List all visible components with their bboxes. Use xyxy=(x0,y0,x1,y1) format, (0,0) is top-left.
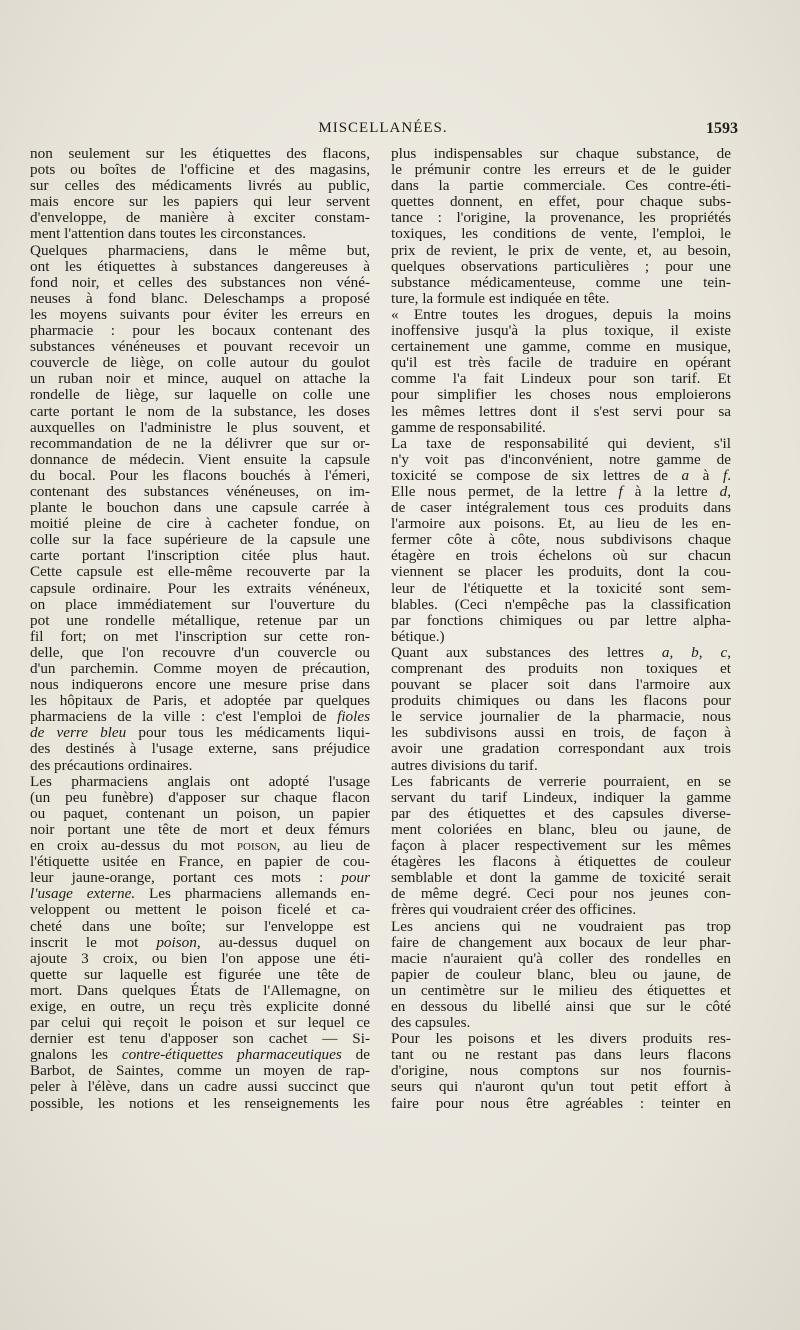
text-span: prix de revient, le prix de vente, et, au besoin, xyxy=(391,241,731,259)
text-line xyxy=(391,999,731,1015)
text-line xyxy=(391,178,731,194)
left-column xyxy=(30,146,370,1112)
text-span: étagère en trois échelons où sur chacun xyxy=(391,547,731,565)
text-line xyxy=(30,291,370,307)
text-span: pouvant se placer soit dans l'armoire aux xyxy=(391,676,731,694)
text-span: capsule ordinaire. Pour les extraits vénéneux, xyxy=(30,579,370,597)
text-line xyxy=(30,339,370,355)
text-span: comprenant des produits non toxiques et xyxy=(391,660,731,677)
text-span: gnalons les xyxy=(30,1046,122,1064)
text-line xyxy=(30,516,370,532)
text-span: à xyxy=(689,466,723,484)
text-line xyxy=(391,307,731,323)
text-line xyxy=(30,902,370,918)
text-line xyxy=(30,210,370,226)
text-span: certainement une gamme, comme en musique, xyxy=(391,338,731,356)
text-span: pharmaciens de la ville : c'est l'emploi de xyxy=(30,708,338,726)
text-span: Quant aux substances des lettres xyxy=(391,643,662,661)
text-span: des destinés à l'usage externe, sans préjudice xyxy=(30,740,370,758)
text-span: plante le bouchon dans une capsule carrée à xyxy=(30,499,370,517)
text-line xyxy=(391,226,731,242)
text-span: donnance de médecin. Vient ensuite la capsule xyxy=(30,450,370,468)
text-line xyxy=(30,564,370,580)
text-line xyxy=(30,935,370,951)
italic-span: fioles xyxy=(337,708,370,726)
text-line xyxy=(391,1079,731,1095)
text-span: produits chimiques ou dans les flacons pour xyxy=(391,692,731,710)
text-line xyxy=(391,339,731,355)
text-span: inscrit le mot xyxy=(30,933,157,951)
text-line xyxy=(30,661,370,677)
italic-span: a, b, c xyxy=(661,643,728,661)
text-line xyxy=(30,677,370,693)
text-span: noir portant une tête de mort et deux fémurs xyxy=(30,820,370,838)
text-span: ment l'attention dans toutes les circonstances. xyxy=(30,225,307,243)
text-line xyxy=(30,371,370,387)
text-span: Barbot, de Saintes, comme un moyen de rap- xyxy=(30,1062,370,1080)
text-line xyxy=(30,532,370,548)
text-line xyxy=(391,564,731,580)
text-span: mort. Dans quelques États de l'Allemagne, on xyxy=(30,981,370,999)
italic-span: d xyxy=(719,482,728,500)
text-line xyxy=(30,178,370,194)
italic-span: poison xyxy=(156,933,197,951)
text-span: quettes donnent, en effet, pour chaque subs- xyxy=(391,193,731,211)
text-span: ou paquet, contenant un poison, un papier xyxy=(30,804,370,822)
text-span: par fonctions chimiques ou par lettre alpha- xyxy=(391,611,731,629)
text-line xyxy=(30,886,370,902)
italic-span: pour xyxy=(341,869,370,887)
text-span: des précautions ordinaires. xyxy=(30,756,193,774)
text-line xyxy=(391,597,731,613)
text-line xyxy=(30,999,370,1015)
text-span: seurs qui n'auront qu'un tout petit effort à xyxy=(391,1078,731,1096)
text-line xyxy=(30,597,370,613)
text-span: fil fort; on met l'inscription sur cette ron- xyxy=(30,627,370,645)
text-span: des capsules. xyxy=(391,1014,471,1032)
text-line xyxy=(30,468,370,484)
text-span: semblable et dont la gamme de toxicité serait xyxy=(391,869,731,887)
text-span: , xyxy=(727,482,731,500)
text-line xyxy=(391,259,731,275)
text-line xyxy=(30,790,370,806)
text-line xyxy=(30,725,370,741)
text-span: couvercle de liège, on colle autour du goulot xyxy=(30,354,370,372)
text-span: d'enveloppe, de manière à exciter constam- xyxy=(30,209,370,227)
text-span: ture, la formule est indiquée en tête. xyxy=(391,289,610,307)
text-line xyxy=(30,259,370,275)
text-line xyxy=(391,194,731,210)
text-span: leur jaune-orange, portant ces mots : xyxy=(30,869,342,887)
text-span: pour simplifier les choses nous emploierons xyxy=(391,386,731,404)
text-span: blables. (Ceci n'empêche pas la classification xyxy=(391,595,731,613)
text-span: Cette capsule est elle-même recouverte par la xyxy=(30,563,370,581)
text-line xyxy=(391,870,731,886)
text-span: un ruban noir et mince, auquel on attache la xyxy=(30,370,370,388)
text-line xyxy=(30,194,370,210)
text-span: inoffensive jusqu'à la plus toxique, il existe xyxy=(391,322,731,340)
text-span: les moyens suivants pour éviter les erreurs en xyxy=(30,305,370,323)
text-span: les hôpitaux de Paris, et adoptée par quelques xyxy=(30,692,370,710)
text-line xyxy=(391,902,731,918)
text-line xyxy=(30,226,370,242)
text-span: « Entre toutes les drogues, depuis la moins xyxy=(391,305,731,323)
text-span: substances vénéneuses et pouvant recevoir un xyxy=(30,338,370,356)
text-span: exige, en outre, un reçu très explicite donné xyxy=(30,997,370,1015)
text-span: d'un parchemin. Comme moyen de précaution, xyxy=(30,660,370,677)
text-line xyxy=(30,1096,370,1112)
text-span: nous indiquerons encore une mesure prise dans xyxy=(30,676,370,694)
text-line xyxy=(30,951,370,967)
text-span: quette sur laquelle est figurée une tête de xyxy=(30,965,370,983)
text-span: gamme de responsabilité. xyxy=(391,418,546,436)
text-line xyxy=(30,709,370,725)
text-line xyxy=(391,404,731,420)
italic-span: l'usage externe. xyxy=(30,885,136,903)
text-span: Les fabricants de verrerie pourraient, en se xyxy=(391,772,731,790)
text-line xyxy=(391,774,731,790)
text-line xyxy=(391,581,731,597)
text-span: Pour les poisons et les divers produits res- xyxy=(391,1030,731,1048)
text-line xyxy=(30,275,370,291)
text-span: Elle nous permet, de la lettre xyxy=(391,482,619,500)
text-span: faire pour nous être agréables : teinter en xyxy=(391,1094,731,1112)
text-line xyxy=(30,420,370,436)
text-span: rondelle de liège, sur laquelle on colle une xyxy=(30,386,370,404)
text-line xyxy=(391,387,731,403)
text-line xyxy=(30,741,370,757)
text-span: sur celles des médicaments livrés au public, xyxy=(30,177,370,195)
text-line xyxy=(391,323,731,339)
text-line xyxy=(391,790,731,806)
text-span: d'origine, nous comptons sur nos fournis- xyxy=(391,1062,731,1080)
text-span: toxiques, les conditions de vente, l'emploi, le xyxy=(391,225,731,243)
text-span: en croix au-dessus du mot xyxy=(30,837,237,855)
text-line xyxy=(391,1063,731,1079)
text-span: bétique.) xyxy=(391,627,445,645)
text-line xyxy=(391,629,731,645)
italic-span: a xyxy=(681,466,690,484)
text-span: fond noir, et celles des substances non véné- xyxy=(30,273,370,291)
italic-span: de verre bleu xyxy=(30,724,127,742)
text-span: autres divisions du tarif. xyxy=(391,756,538,774)
page-number: 1593 xyxy=(706,120,738,137)
text-span: moitié pleine de cire à cacheter fondue, on xyxy=(30,515,370,533)
text-line xyxy=(30,613,370,629)
text-span: pharmacie : pour les bocaux contenant des xyxy=(30,322,370,340)
text-line xyxy=(30,693,370,709)
text-line xyxy=(30,838,370,854)
text-line xyxy=(391,935,731,951)
text-line xyxy=(391,420,731,436)
text-line xyxy=(30,629,370,645)
text-line xyxy=(391,1096,731,1112)
text-span: ment coloriées en blanc, bleu ou jaune, de xyxy=(391,820,731,838)
text-span: le service journalier de la pharmacie, nous xyxy=(391,708,731,726)
text-line xyxy=(391,146,731,162)
text-span: à la lettre xyxy=(622,482,720,500)
text-span: quelques observations particulières ; pour une xyxy=(391,257,731,275)
text-line xyxy=(30,1079,370,1095)
text-line xyxy=(30,806,370,822)
text-line xyxy=(391,516,731,532)
text-span: carte portant le nom de la substance, les doses xyxy=(30,402,370,420)
text-span: n'y voit pas d'inconvénient, notre gamme de xyxy=(391,450,731,468)
text-line xyxy=(391,661,731,677)
text-line xyxy=(30,1047,370,1063)
text-span: avoir une gradation correspondant aux trois xyxy=(391,740,731,758)
text-line xyxy=(391,548,731,564)
text-line xyxy=(391,243,731,259)
text-line xyxy=(391,210,731,226)
text-span: (un peu funèbre) d'apposer sur chaque flacon xyxy=(30,788,370,806)
text-span: de xyxy=(341,1046,370,1064)
text-span: frères qui voudraient créer des officines. xyxy=(391,901,637,919)
text-line xyxy=(391,951,731,967)
text-line xyxy=(391,822,731,838)
text-span: peler à l'élève, dans un cadre aussi succinct que xyxy=(30,1078,370,1096)
text-span: l'étiquette usitée en France, en papier de cou- xyxy=(30,853,370,871)
text-span: mais encore sur les papiers qui leur servent xyxy=(30,193,370,211)
text-span: cheté dans une boîte; sur l'enveloppe est xyxy=(30,917,370,935)
text-line xyxy=(391,371,731,387)
text-span: colle sur la face supérieure de la capsule une xyxy=(30,531,370,549)
text-line xyxy=(30,243,370,259)
text-line xyxy=(30,1031,370,1047)
text-line xyxy=(391,355,731,371)
text-line xyxy=(391,838,731,854)
right-column xyxy=(391,146,731,1112)
text-line xyxy=(30,323,370,339)
text-span: par celui qui reçoit le poison et sur lequel ce xyxy=(30,1014,370,1032)
text-line xyxy=(391,886,731,902)
text-span: leur de l'étiquette et la toxicité sont sem- xyxy=(391,579,731,597)
text-span: carte portant l'inscription citée plus haut. xyxy=(30,547,370,565)
text-span: neuses à fond blanc. Deleschamps a proposé xyxy=(30,289,370,307)
text-line xyxy=(30,758,370,774)
text-line xyxy=(391,500,731,516)
text-span: du bocal. Pour les flacons bouchés à l'émeri, xyxy=(30,466,370,484)
text-line xyxy=(391,532,731,548)
text-span: contenant des substances vénéneuses, on im- xyxy=(30,482,370,500)
text-span: veloppent ou mettent le poison ficelé et ca- xyxy=(30,901,370,919)
text-span: le prémunir contre les erreurs et de le guider xyxy=(391,161,731,179)
text-span: viennent se placer les produits, dont la cou- xyxy=(391,563,731,581)
text-span: par des étiquettes et des capsules diverse- xyxy=(391,804,731,822)
text-line xyxy=(391,1031,731,1047)
text-span: en dessous du libellé ainsi que sur le côté xyxy=(391,997,731,1015)
text-span: Les anciens qui ne voudraient pas trop xyxy=(391,917,731,935)
text-span: papier de couleur blanc, bleu ou jaune, de xyxy=(391,965,731,983)
text-line xyxy=(391,291,731,307)
text-span: façon à placer respectivement sur les mêmes xyxy=(391,837,731,855)
text-span: , au-dessus duquel on xyxy=(196,933,370,951)
text-span: toxicité se compose de six lettres de xyxy=(391,466,682,484)
text-line xyxy=(391,854,731,870)
text-line xyxy=(391,436,731,452)
text-line xyxy=(30,581,370,597)
text-line xyxy=(30,774,370,790)
text-line xyxy=(30,146,370,162)
text-line xyxy=(30,1063,370,1079)
text-line xyxy=(30,436,370,452)
text-line xyxy=(30,500,370,516)
text-line xyxy=(391,645,731,661)
text-span: pot une rondelle métallique, retenue par un xyxy=(30,611,370,629)
text-line xyxy=(391,452,731,468)
small-caps-span: poison xyxy=(236,837,277,855)
text-line xyxy=(30,162,370,178)
italic-span: f xyxy=(618,482,623,500)
running-title: MISCELLANÉES. xyxy=(318,120,448,136)
text-line xyxy=(30,1015,370,1031)
text-line xyxy=(391,725,731,741)
text-span: tance : l'origine, la provenance, les propriétés xyxy=(391,209,731,227)
text-span: de caser intégralement tous ces produits dans xyxy=(391,499,731,517)
text-span: les subdivisons aussi en trois, de façon à xyxy=(391,724,731,742)
text-span: delle, que l'on recouvre d'un couvercle ou xyxy=(30,643,370,661)
text-line xyxy=(30,404,370,420)
text-span: , au lieu de xyxy=(276,837,370,855)
text-span: , xyxy=(727,643,731,661)
text-span: pots ou boîtes de l'officine et des magasins, xyxy=(30,161,370,179)
italic-span: f xyxy=(722,466,728,484)
text-line xyxy=(30,484,370,500)
text-span: les mêmes lettres dont il s'est servi pour sa xyxy=(391,402,731,420)
text-line xyxy=(30,355,370,371)
text-line xyxy=(391,709,731,725)
text-span: l'armoire aux poisons. Et, au lieu de les en- xyxy=(391,515,731,533)
text-line xyxy=(391,468,731,484)
text-line xyxy=(391,919,731,935)
text-line xyxy=(391,758,731,774)
text-span: auxquelles on l'administre le plus souvent, et xyxy=(30,418,370,436)
text-span: La taxe de responsabilité qui devient, s'il xyxy=(391,434,731,452)
text-line xyxy=(30,307,370,323)
text-span: non seulement sur les étiquettes des flacons, xyxy=(30,145,370,162)
text-line xyxy=(391,967,731,983)
text-span: macie n'auraient qu'à coller des rondelles en xyxy=(391,949,731,967)
text-line xyxy=(391,613,731,629)
text-line xyxy=(30,983,370,999)
text-span: ajoute 3 croix, ou bien l'on appose une éti- xyxy=(30,949,370,967)
text-line xyxy=(30,822,370,838)
text-span: tant ou ne restant pas dans leurs flacons xyxy=(391,1046,731,1064)
text-span: . xyxy=(727,466,731,484)
text-span: recommandation de ne la délivrer que sur or- xyxy=(30,434,370,452)
text-span: faire de changement aux bocaux de leur phar- xyxy=(391,933,731,951)
text-line xyxy=(391,162,731,178)
text-span: dans la partie commerciale. Ces contre-éti- xyxy=(391,177,731,195)
text-span: plus indispensables sur chaque substance, de xyxy=(391,145,731,162)
text-line xyxy=(30,452,370,468)
text-span: fermer côte à côte, nous subdivisons chaque xyxy=(391,531,731,549)
text-line xyxy=(391,983,731,999)
text-line xyxy=(30,870,370,886)
text-span: de même degré. Ceci pour nos jeunes con- xyxy=(391,885,731,903)
text-line xyxy=(391,806,731,822)
text-span: possible, les notions et les renseignements les xyxy=(30,1094,370,1112)
text-line xyxy=(30,967,370,983)
text-span: substance médicamenteuse, comme une tein- xyxy=(391,273,731,291)
text-span: ont les étiquettes à substances dangereuses à xyxy=(30,257,370,275)
text-line xyxy=(30,919,370,935)
text-line xyxy=(391,275,731,291)
italic-span: contre-étiquettes pharmaceutiques xyxy=(121,1046,342,1064)
text-span: Les pharmaciens allemands en- xyxy=(135,885,371,903)
text-span: Quelques pharmaciens, dans le même but, xyxy=(30,241,370,259)
text-line xyxy=(391,741,731,757)
text-line xyxy=(30,854,370,870)
text-line xyxy=(391,677,731,693)
text-span: dernier est tenu d'apposer son cachet — Si- xyxy=(30,1030,370,1048)
text-line xyxy=(391,1015,731,1031)
text-line xyxy=(391,1047,731,1063)
text-span: qu'il est très facile de traduire en opérant xyxy=(391,354,731,372)
text-span: étagères les flacons à étiquettes de couleur xyxy=(391,853,731,871)
text-span: un centimètre sur le milieu des étiquettes et xyxy=(391,981,731,999)
text-line xyxy=(391,484,731,500)
text-line xyxy=(30,548,370,564)
text-span: Les pharmaciens anglais ont adopté l'usage xyxy=(30,772,370,790)
text-span: pour tous les médicaments liqui- xyxy=(126,724,371,742)
text-line xyxy=(30,387,370,403)
running-head xyxy=(28,118,738,140)
text-line xyxy=(391,693,731,709)
text-span: servant du tarif Lindeux, indiquer la gamme xyxy=(391,788,731,806)
text-line xyxy=(30,645,370,661)
text-span: comme l'a fait Lindeux pour son tarif. Et xyxy=(391,370,731,388)
text-span: on place immédiatement sur l'ouverture du xyxy=(30,595,370,613)
